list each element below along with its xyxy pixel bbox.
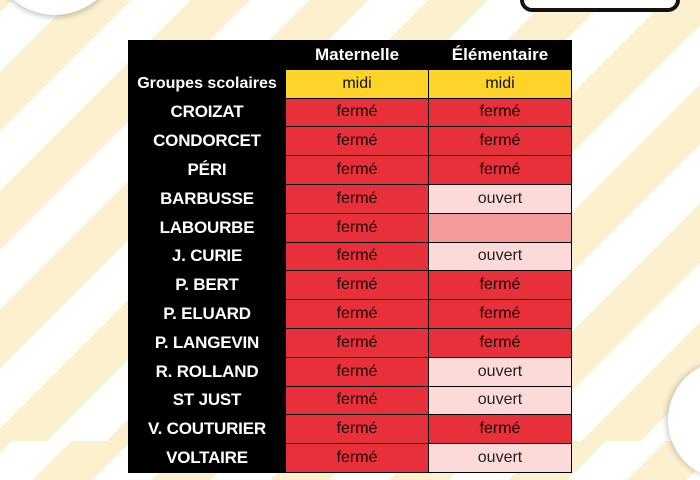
elementaire-status: ouvert [429,357,572,386]
schools-table [128,40,572,473]
maternelle-status: fermé [286,98,429,127]
maternelle-status: fermé [286,415,429,444]
header-elementaire: Élémentaire [429,41,572,70]
elementaire-status: fermé [429,156,572,185]
elementaire-status: fermé [429,328,572,357]
groupes-scolaires-label: Groupes scolaires [129,69,286,98]
maternelle-status: fermé [286,127,429,156]
table-row [129,300,572,329]
header-row [129,41,572,70]
elementaire-status: ouvert [429,184,572,213]
elementaire-status: ouvert [429,444,572,473]
school-name: ST JUST [129,386,286,415]
school-name: PÉRI [129,156,286,185]
school-name: VOLTAIRE [129,444,286,473]
school-name: P. ELUARD [129,300,286,329]
table-row [129,242,572,271]
decorative-tab [520,0,680,12]
maternelle-status: fermé [286,213,429,242]
table-row [129,328,572,357]
table-row [129,98,572,127]
decorative-arc [668,360,700,480]
school-name: R. ROLLAND [129,357,286,386]
table-body [129,98,572,472]
maternelle-status: fermé [286,271,429,300]
table-row [129,444,572,473]
maternelle-status: fermé [286,300,429,329]
elementaire-status [429,213,572,242]
elementaire-status: ouvert [429,242,572,271]
maternelle-status: fermé [286,444,429,473]
elementaire-status: ouvert [429,386,572,415]
school-name: CONDORCET [129,127,286,156]
elementaire-status: fermé [429,98,572,127]
table-row [129,415,572,444]
subheader-maternelle: midi [286,69,429,98]
header-maternelle: Maternelle [286,41,429,70]
school-name: V. COUTURIER [129,415,286,444]
schools-table-container [128,40,571,473]
maternelle-status: fermé [286,242,429,271]
subheader-elementaire: midi [429,69,572,98]
table-row [129,357,572,386]
table-row [129,127,572,156]
school-name: P. BERT [129,271,286,300]
table-row [129,184,572,213]
decorative-circle [0,0,120,15]
maternelle-status: fermé [286,386,429,415]
school-name: CROIZAT [129,98,286,127]
elementaire-status: fermé [429,300,572,329]
elementaire-status: fermé [429,127,572,156]
school-name: P. LANGEVIN [129,328,286,357]
school-name: BARBUSSE [129,184,286,213]
school-name: LABOURBE [129,213,286,242]
subheader-row [129,69,572,98]
table-row [129,213,572,242]
elementaire-status: fermé [429,415,572,444]
school-name: J. CURIE [129,242,286,271]
table-row [129,271,572,300]
table-row [129,156,572,185]
elementaire-status: fermé [429,271,572,300]
maternelle-status: fermé [286,328,429,357]
maternelle-status: fermé [286,184,429,213]
header-blank-cell [129,41,286,70]
maternelle-status: fermé [286,357,429,386]
table-row [129,386,572,415]
maternelle-status: fermé [286,156,429,185]
